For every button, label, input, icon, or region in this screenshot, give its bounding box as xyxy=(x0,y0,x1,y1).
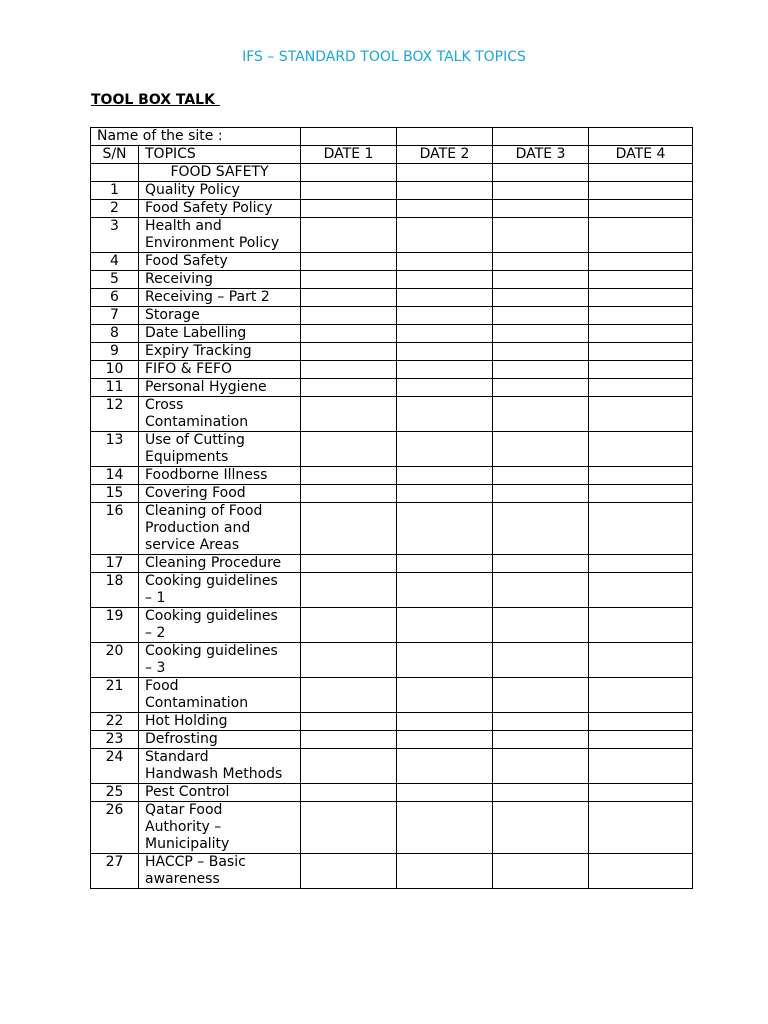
row-topic xyxy=(139,307,301,325)
table-row xyxy=(91,361,693,379)
topic-line: Use of Cutting xyxy=(145,432,245,448)
topic-line: Personal Hygiene xyxy=(145,379,267,395)
row-topic xyxy=(139,253,301,271)
row-number: 24 xyxy=(91,749,139,784)
row-number: 4 xyxy=(91,253,139,271)
group-date-cell xyxy=(493,164,589,182)
date-1-cell[interactable] xyxy=(301,608,397,643)
table-row xyxy=(91,854,693,889)
date-1-cell[interactable] xyxy=(301,271,397,289)
date-2-cell[interactable] xyxy=(397,555,493,573)
topic-line: Date Labelling xyxy=(145,325,247,341)
row-topic xyxy=(139,854,301,889)
group-row xyxy=(91,164,693,182)
row-number: 8 xyxy=(91,325,139,343)
row-number: 26 xyxy=(91,802,139,854)
row-topic xyxy=(139,218,301,253)
date-4-cell[interactable] xyxy=(589,784,693,802)
table-row xyxy=(91,802,693,854)
date-4-cell[interactable] xyxy=(589,343,693,361)
date-3-cell[interactable] xyxy=(493,397,589,432)
topic-line: awareness xyxy=(145,871,220,887)
date-4-cell[interactable] xyxy=(589,379,693,397)
row-topic xyxy=(139,432,301,467)
table-row xyxy=(91,379,693,397)
topic-line: Standard xyxy=(145,749,209,765)
date-3-cell[interactable] xyxy=(493,325,589,343)
header-date-4: DATE 4 xyxy=(589,146,693,164)
date-3-cell[interactable] xyxy=(493,784,589,802)
date-1-cell[interactable] xyxy=(301,713,397,731)
topic-line: Receiving – Part 2 xyxy=(145,289,270,305)
date-3-cell[interactable] xyxy=(493,218,589,253)
row-number: 10 xyxy=(91,361,139,379)
table-row xyxy=(91,749,693,784)
table-row xyxy=(91,573,693,608)
row-topic xyxy=(139,182,301,200)
date-1-cell[interactable] xyxy=(301,289,397,307)
date-3-cell[interactable] xyxy=(493,713,589,731)
row-number: 5 xyxy=(91,271,139,289)
row-number: 27 xyxy=(91,854,139,889)
site-name-label: Name of the site : xyxy=(91,128,301,146)
date-4-cell[interactable] xyxy=(589,854,693,889)
date-1-cell[interactable] xyxy=(301,573,397,608)
row-topic xyxy=(139,784,301,802)
date-4-cell[interactable] xyxy=(589,361,693,379)
row-number: 15 xyxy=(91,485,139,503)
date-3-cell[interactable] xyxy=(493,731,589,749)
date-2-cell[interactable] xyxy=(397,573,493,608)
topic-line: Food xyxy=(145,678,179,694)
group-label: FOOD SAFETY xyxy=(139,164,301,182)
date-1-cell[interactable] xyxy=(301,802,397,854)
date-1-cell[interactable] xyxy=(301,467,397,485)
topic-line: – 3 xyxy=(145,660,166,676)
row-topic xyxy=(139,325,301,343)
date-1-cell[interactable] xyxy=(301,731,397,749)
date-3-cell[interactable] xyxy=(493,643,589,678)
row-number: 22 xyxy=(91,713,139,731)
table-row xyxy=(91,271,693,289)
date-1-cell[interactable] xyxy=(301,379,397,397)
date-4-cell[interactable] xyxy=(589,503,693,555)
site-date-1-cell[interactable] xyxy=(301,128,397,146)
date-2-cell[interactable] xyxy=(397,182,493,200)
date-1-cell[interactable] xyxy=(301,253,397,271)
group-sn-cell xyxy=(91,164,139,182)
date-2-cell[interactable] xyxy=(397,397,493,432)
date-2-cell[interactable] xyxy=(397,608,493,643)
date-4-cell[interactable] xyxy=(589,200,693,218)
date-3-cell[interactable] xyxy=(493,485,589,503)
date-1-cell[interactable] xyxy=(301,854,397,889)
table-row xyxy=(91,731,693,749)
date-2-cell[interactable] xyxy=(397,503,493,555)
date-1-cell[interactable] xyxy=(301,307,397,325)
row-topic xyxy=(139,802,301,854)
header-topics: TOPICS xyxy=(139,146,301,164)
date-3-cell[interactable] xyxy=(493,307,589,325)
date-3-cell[interactable] xyxy=(493,573,589,608)
row-number: 9 xyxy=(91,343,139,361)
date-3-cell[interactable] xyxy=(493,253,589,271)
row-topic xyxy=(139,643,301,678)
row-number: 11 xyxy=(91,379,139,397)
topic-line: Contamination xyxy=(145,414,249,430)
topic-line: Food Safety xyxy=(145,253,228,269)
date-3-cell[interactable] xyxy=(493,432,589,467)
date-2-cell[interactable] xyxy=(397,678,493,713)
topic-line: Authority – xyxy=(145,819,222,835)
table-row xyxy=(91,432,693,467)
date-4-cell[interactable] xyxy=(589,749,693,784)
date-4-cell[interactable] xyxy=(589,713,693,731)
topic-line: service Areas xyxy=(145,537,240,553)
site-date-4-cell[interactable] xyxy=(589,128,693,146)
date-4-cell[interactable] xyxy=(589,678,693,713)
row-number: 2 xyxy=(91,200,139,218)
tool-box-talk-table xyxy=(90,127,693,889)
row-topic xyxy=(139,713,301,731)
date-4-cell[interactable] xyxy=(589,467,693,485)
date-2-cell[interactable] xyxy=(397,289,493,307)
topic-line: Food Safety Policy xyxy=(145,200,273,216)
topic-line: Qatar Food xyxy=(145,802,223,818)
topic-line: Handwash Methods xyxy=(145,766,283,782)
table-row xyxy=(91,713,693,731)
row-topic xyxy=(139,749,301,784)
date-3-cell[interactable] xyxy=(493,802,589,854)
header-row xyxy=(91,146,693,164)
date-1-cell[interactable] xyxy=(301,643,397,678)
table-row xyxy=(91,467,693,485)
table-row xyxy=(91,182,693,200)
header-date-3: DATE 3 xyxy=(493,146,589,164)
date-3-cell[interactable] xyxy=(493,182,589,200)
date-3-cell[interactable] xyxy=(493,749,589,784)
topic-line: Expiry Tracking xyxy=(145,343,252,359)
header-sn: S/N xyxy=(91,146,139,164)
date-2-cell[interactable] xyxy=(397,218,493,253)
site-date-2-cell[interactable] xyxy=(397,128,493,146)
group-date-cell xyxy=(397,164,493,182)
row-topic xyxy=(139,343,301,361)
date-2-cell[interactable] xyxy=(397,361,493,379)
date-4-cell[interactable] xyxy=(589,643,693,678)
date-1-cell[interactable] xyxy=(301,361,397,379)
date-2-cell[interactable] xyxy=(397,784,493,802)
date-2-cell[interactable] xyxy=(397,749,493,784)
table-row xyxy=(91,555,693,573)
date-4-cell[interactable] xyxy=(589,307,693,325)
row-number: 6 xyxy=(91,289,139,307)
date-4-cell[interactable] xyxy=(589,182,693,200)
topic-line: FIFO & FEFO xyxy=(145,361,233,377)
date-3-cell[interactable] xyxy=(493,678,589,713)
row-number: 1 xyxy=(91,182,139,200)
date-3-cell[interactable] xyxy=(493,854,589,889)
table-row xyxy=(91,643,693,678)
site-date-3-cell[interactable] xyxy=(493,128,589,146)
date-1-cell[interactable] xyxy=(301,200,397,218)
date-1-cell[interactable] xyxy=(301,749,397,784)
date-1-cell[interactable] xyxy=(301,555,397,573)
row-number: 14 xyxy=(91,467,139,485)
topic-line: – 1 xyxy=(145,590,166,606)
topic-line: Cross xyxy=(145,397,184,413)
topic-line: Pest Control xyxy=(145,784,230,800)
date-4-cell[interactable] xyxy=(589,731,693,749)
row-topic xyxy=(139,361,301,379)
row-number: 20 xyxy=(91,643,139,678)
date-3-cell[interactable] xyxy=(493,361,589,379)
date-4-cell[interactable] xyxy=(589,289,693,307)
topic-line: Cleaning Procedure xyxy=(145,555,282,571)
date-4-cell[interactable] xyxy=(589,325,693,343)
topic-line: HACCP – Basic xyxy=(145,854,246,870)
topic-line: Quality Policy xyxy=(145,182,240,198)
row-number: 3 xyxy=(91,218,139,253)
date-2-cell[interactable] xyxy=(397,485,493,503)
table-row xyxy=(91,485,693,503)
row-topic xyxy=(139,289,301,307)
date-3-cell[interactable] xyxy=(493,271,589,289)
date-2-cell[interactable] xyxy=(397,379,493,397)
row-topic xyxy=(139,467,301,485)
date-4-cell[interactable] xyxy=(589,271,693,289)
date-4-cell[interactable] xyxy=(589,253,693,271)
date-4-cell[interactable] xyxy=(589,397,693,432)
row-number: 17 xyxy=(91,555,139,573)
date-3-cell[interactable] xyxy=(493,467,589,485)
row-topic xyxy=(139,397,301,432)
row-number: 12 xyxy=(91,397,139,432)
topic-line: Health and xyxy=(145,218,222,234)
row-topic xyxy=(139,271,301,289)
date-1-cell[interactable] xyxy=(301,485,397,503)
row-topic xyxy=(139,573,301,608)
date-3-cell[interactable] xyxy=(493,289,589,307)
date-2-cell[interactable] xyxy=(397,467,493,485)
date-2-cell[interactable] xyxy=(397,271,493,289)
row-topic xyxy=(139,678,301,713)
row-topic xyxy=(139,485,301,503)
page-title: IFS – STANDARD TOOL BOX TALK TOPICS xyxy=(242,49,526,65)
table-row xyxy=(91,608,693,643)
row-number: 25 xyxy=(91,784,139,802)
row-topic xyxy=(139,379,301,397)
date-2-cell[interactable] xyxy=(397,325,493,343)
date-3-cell[interactable] xyxy=(493,503,589,555)
row-topic xyxy=(139,200,301,218)
group-date-cell xyxy=(301,164,397,182)
date-4-cell[interactable] xyxy=(589,802,693,854)
row-number: 18 xyxy=(91,573,139,608)
topic-line: Production and xyxy=(145,520,251,536)
site-row xyxy=(91,128,693,146)
date-2-cell[interactable] xyxy=(397,643,493,678)
date-1-cell[interactable] xyxy=(301,678,397,713)
header-date-1: DATE 1 xyxy=(301,146,397,164)
date-1-cell[interactable] xyxy=(301,218,397,253)
topic-line: Foodborne Illness xyxy=(145,467,268,483)
row-number: 16 xyxy=(91,503,139,555)
row-number: 23 xyxy=(91,731,139,749)
table-row xyxy=(91,397,693,432)
topic-line: – 2 xyxy=(145,625,166,641)
topic-line: Defrosting xyxy=(145,731,218,747)
topic-line: Environment Policy xyxy=(145,235,280,251)
date-1-cell[interactable] xyxy=(301,432,397,467)
table-row xyxy=(91,343,693,361)
row-number: 19 xyxy=(91,608,139,643)
date-4-cell[interactable] xyxy=(589,573,693,608)
date-2-cell[interactable] xyxy=(397,253,493,271)
date-1-cell[interactable] xyxy=(301,325,397,343)
table-row xyxy=(91,784,693,802)
topic-line: Cooking guidelines xyxy=(145,573,278,589)
date-3-cell[interactable] xyxy=(493,343,589,361)
header-date-2: DATE 2 xyxy=(397,146,493,164)
table-row xyxy=(91,325,693,343)
date-4-cell[interactable] xyxy=(589,608,693,643)
date-2-cell[interactable] xyxy=(397,200,493,218)
date-1-cell[interactable] xyxy=(301,503,397,555)
topic-line: Municipality xyxy=(145,836,230,852)
date-1-cell[interactable] xyxy=(301,784,397,802)
date-1-cell[interactable] xyxy=(301,182,397,200)
topic-line: Hot Holding xyxy=(145,713,228,729)
table-row xyxy=(91,503,693,555)
topic-line: Cleaning of Food xyxy=(145,503,263,519)
date-2-cell[interactable] xyxy=(397,432,493,467)
topic-line: Receiving xyxy=(145,271,213,287)
date-4-cell[interactable] xyxy=(589,485,693,503)
table-row xyxy=(91,678,693,713)
topic-line: Cooking guidelines xyxy=(145,643,278,659)
topic-line: Cooking guidelines xyxy=(145,608,278,624)
topic-line: Equipments xyxy=(145,449,229,465)
date-4-cell[interactable] xyxy=(589,555,693,573)
topic-line: Storage xyxy=(145,307,200,323)
table-row xyxy=(91,307,693,325)
date-3-cell[interactable] xyxy=(493,608,589,643)
row-topic xyxy=(139,608,301,643)
date-3-cell[interactable] xyxy=(493,379,589,397)
row-topic xyxy=(139,731,301,749)
date-2-cell[interactable] xyxy=(397,307,493,325)
date-2-cell[interactable] xyxy=(397,854,493,889)
date-2-cell[interactable] xyxy=(397,713,493,731)
date-2-cell[interactable] xyxy=(397,731,493,749)
date-1-cell[interactable] xyxy=(301,343,397,361)
table-row xyxy=(91,218,693,253)
date-3-cell[interactable] xyxy=(493,200,589,218)
row-topic xyxy=(139,503,301,555)
date-4-cell[interactable] xyxy=(589,218,693,253)
date-2-cell[interactable] xyxy=(397,343,493,361)
date-4-cell[interactable] xyxy=(589,432,693,467)
row-number: 7 xyxy=(91,307,139,325)
row-topic xyxy=(139,555,301,573)
table-row xyxy=(91,289,693,307)
topic-line: Covering Food xyxy=(145,485,246,501)
date-1-cell[interactable] xyxy=(301,397,397,432)
group-date-cell xyxy=(589,164,693,182)
topic-line: Contamination xyxy=(145,695,249,711)
date-3-cell[interactable] xyxy=(493,555,589,573)
row-number: 21 xyxy=(91,678,139,713)
date-2-cell[interactable] xyxy=(397,802,493,854)
row-number: 13 xyxy=(91,432,139,467)
table-row xyxy=(91,253,693,271)
section-heading: TOOL BOX TALK xyxy=(91,92,220,108)
table-row xyxy=(91,200,693,218)
